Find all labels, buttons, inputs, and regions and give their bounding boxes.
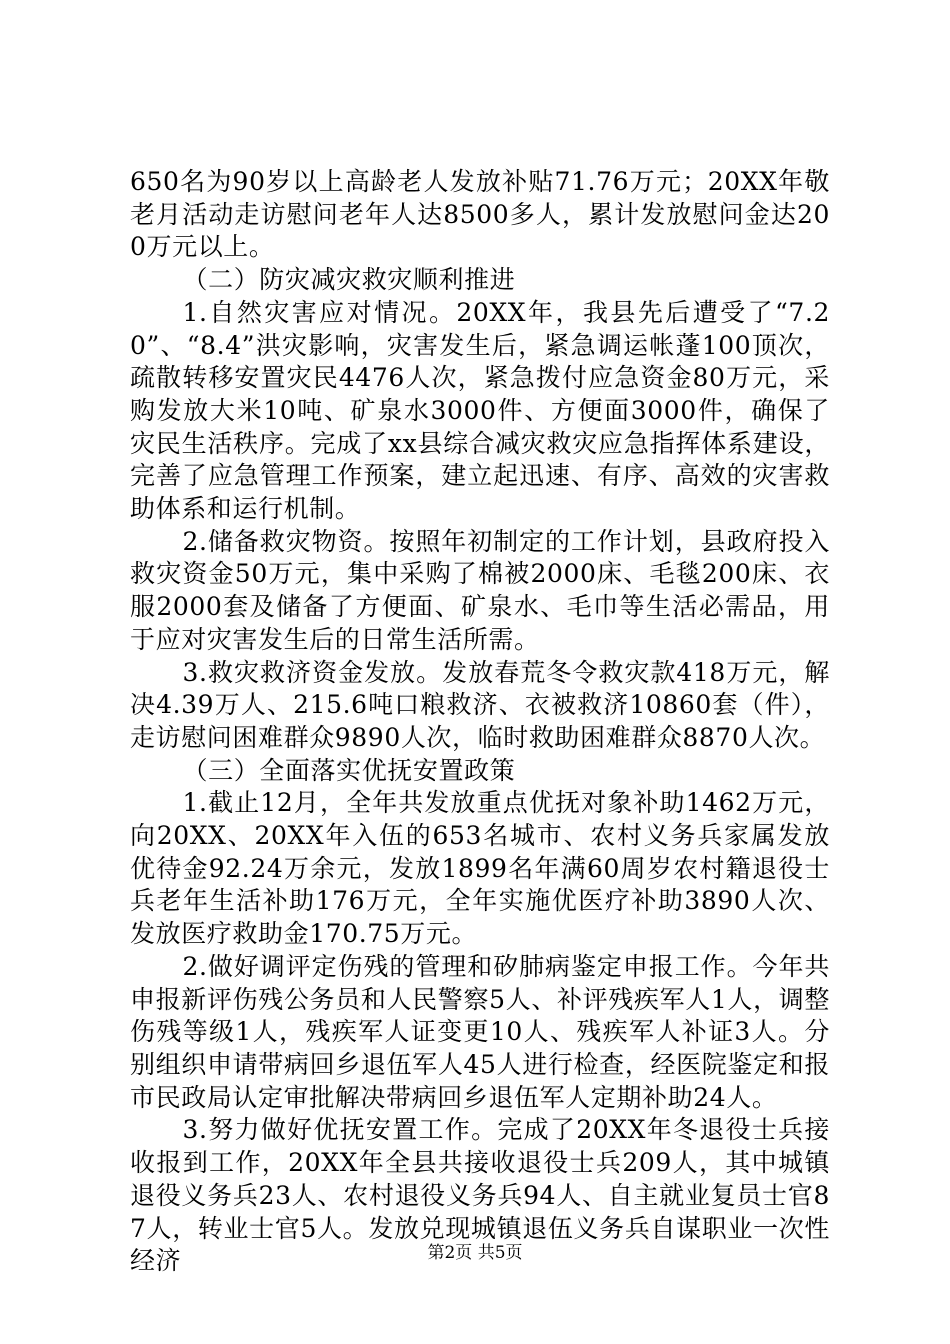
paragraph-elderly-subsidy: 650名为90岁以上高龄老人发放补贴71.76万元；20XX年敬老月活动走访慰问老年人达8500多人，累计发放慰问金达200万元以上。	[130, 167, 830, 262]
paragraph-resettlement-work: 3.努力做好优抚安置工作。完成了20XX年冬退役士兵接收报到工作，20XX年全县共接收退役士兵209人，其中城镇退役义务兵23人、农村退役义务兵94人、自主就业复员士官87人，转业士官5人。发放兑现城镇退伍义务兵自谋职业一次性经济	[130, 1115, 830, 1276]
paragraph-natural-disaster-response: 1.自然灾害应对情况。20XX年，我县先后遭受了“7.20”、“8.4”洪灾影响，灾害发生后，紧急调运帐蓬100顶次，疏散转移安置灾民4476人次，紧急拨付应急资金80万元，采购发放大米10吨、矿泉水3000件、方便面3000件，确保了灾民生活秩序。完成了xx县综合减灾救灾应急指挥体系建设，完善了应急管理工作预案，建立起迅速、有序、高效的灾害救助体系和运行机制。	[130, 297, 830, 524]
paragraph-relief-funds-distribution: 3.救灾救济资金发放。发放春荒冬令救灾款418万元，解决4.39万人、215.6吨口粮救济、衣被救济10860套（件），走访慰问困难群众9890人次，临时救助困难群众8870人次。	[130, 657, 830, 752]
paragraph-relief-supplies-reserve: 2.储备救灾物资。按照年初制定的工作计划，县政府投入救灾资金50万元，集中采购了棉被2000床、毛毯200床、衣服2000套及储备了方便面、矿泉水、毛巾等生活必需品，用于应对灾害发生后的日常生活所需。	[130, 526, 830, 654]
section-heading-disaster-relief: （二）防灾减灾救灾顺利推进	[182, 265, 516, 295]
document-body	[130, 166, 830, 1278]
paragraph-disability-assessment: 2.做好调评定伤残的管理和矽肺病鉴定申报工作。今年共申报新评伤残公务员和人民警察5人、补评残疾军人1人，调整伤残等级1人，残疾军人证变更10人、残疾军人补证3人。分别组织申请带病回乡退伍军人45人进行检查，经医院鉴定和报市民政局认定审批解决带病回乡退伍军人定期补助24人。	[130, 951, 830, 1112]
section-heading-veterans-policy: （三）全面落实优抚安置政策	[182, 755, 516, 785]
paragraph-priority-care-subsidies: 1.截止12月，全年共发放重点优抚对象补助1462万元，向20XX、20XX年入伍的653名城市、农村义务兵家属发放优待金92.24万余元，发放1899名年满60周岁农村籍退役士兵老年生活补助176万元，全年实施优医疗补助3890人次、发放医疗救助金170.75万元。	[130, 788, 830, 949]
page-number-footer: 第2页 共5页	[427, 1243, 523, 1263]
